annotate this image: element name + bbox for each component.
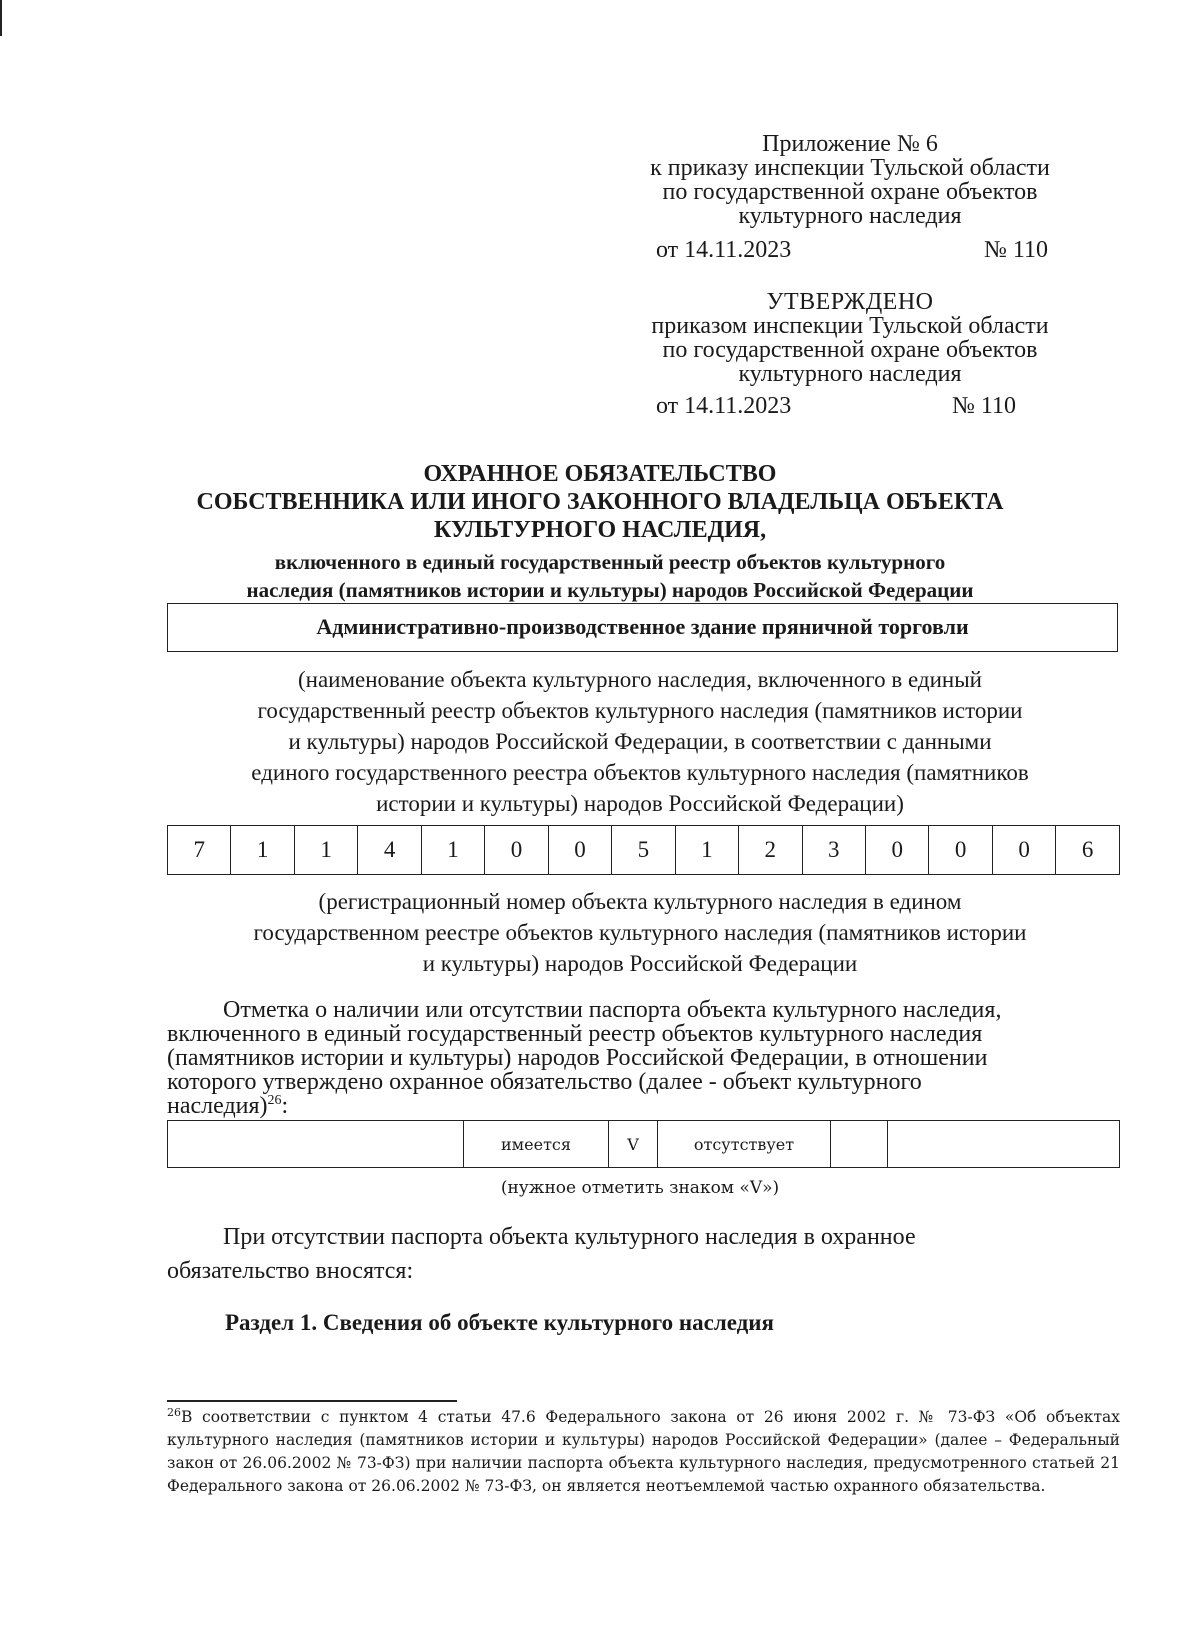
registration-caption — [160, 886, 1120, 979]
passport-mark-line-2: включенного в единый государственный реестр объектов культурного наследия — [167, 1021, 983, 1047]
title-line-3: КУЛЬТУРНОГО НАСЛЕДИЯ, — [433, 517, 767, 543]
absence-paragraph — [167, 1220, 1120, 1288]
reg-digit-cell: 0 — [485, 826, 548, 875]
scan-edge-line — [0, 0, 2, 36]
reg-caption-line-1: (регистрационный номер объекта культурного наследия в едином — [318, 889, 962, 914]
section-1-heading: Раздел 1. Сведения об объекте культурного наследия — [225, 1310, 774, 1335]
has-passport-checkbox[interactable]: V — [609, 1121, 658, 1168]
approved-line-3: культурного наследия — [738, 361, 962, 387]
registration-number-row — [168, 826, 1120, 875]
passport-mark-paragraph — [167, 998, 1120, 1118]
reg-digit-cell: 0 — [865, 826, 928, 875]
subtitle-line-1: включенного в единый государственный реестр объектов культурного — [274, 550, 946, 574]
passport-mark-colon: : — [281, 1093, 289, 1119]
approved-block — [600, 290, 1100, 386]
title-line-2: СОБСТВЕННИКА ИЛИ ИНОГО ЗАКОННОГО ВЛАДЕЛЬЦА ОБЪЕКТА — [196, 489, 1004, 515]
title-line-1: ОХРАННОЕ ОБЯЗАТЕЛЬСТВО — [423, 461, 777, 487]
absence-line-1: При отсутствии паспорта объекта культурного наследия в охранное — [223, 1224, 916, 1250]
appendix-line-4: культурного наследия — [738, 203, 962, 229]
passport-mark-empty-cell — [888, 1121, 1120, 1168]
reg-digit-cell: 5 — [612, 826, 675, 875]
reg-digit-cell: 6 — [1056, 826, 1120, 875]
reg-digit-cell: 1 — [675, 826, 738, 875]
document-subtitle — [150, 548, 1070, 604]
reg-digit-cell: 4 — [358, 826, 421, 875]
appendix-number: № 110 — [984, 237, 1049, 263]
reg-digit-cell: 7 — [168, 826, 231, 875]
absent-passport-label: отсутствует — [658, 1121, 831, 1168]
appendix-block — [600, 132, 1100, 228]
absent-passport-checkbox[interactable] — [831, 1121, 888, 1168]
approved-heading: УТВЕРЖДЕНО — [766, 289, 934, 315]
footnote-reference[interactable]: 26 — [267, 1093, 282, 1108]
footnote-separator — [167, 1400, 457, 1402]
passport-mark-empty-cell — [168, 1121, 464, 1168]
approved-line-1: приказом инспекции Тульской области — [651, 313, 1049, 339]
name-caption-line-4: единого государственного реестра объектов культурного наследия (памятников — [251, 760, 1029, 785]
approved-line-2: по государственной охране объектов — [662, 337, 1038, 363]
name-caption-line-5: истории и культуры) народов Российской Федерации) — [376, 791, 904, 816]
registration-number-table — [167, 825, 1120, 875]
subtitle-line-2: наследия (памятников истории и культуры) народов Российской Федерации — [246, 578, 974, 602]
passport-mark-line-5-text: наследия) — [167, 1093, 268, 1119]
passport-mark-note: (нужное отметить знаком «V») — [500, 1178, 780, 1198]
object-name-caption — [160, 664, 1120, 819]
approved-number: № 110 — [952, 393, 1017, 419]
appendix-line-3: по государственной охране объектов — [662, 179, 1038, 205]
appendix-date: от 14.11.2023 — [656, 237, 792, 263]
passport-mark-line-3: (памятников истории и культуры) народов Российской Федерации, в отношении — [167, 1045, 988, 1071]
appendix-line-1: Приложение № 6 — [762, 131, 938, 157]
reg-digit-cell: 2 — [739, 826, 802, 875]
passport-mark-table — [167, 1120, 1120, 1168]
absence-line-2: обязательство вносятся: — [167, 1258, 414, 1284]
object-name-box: Административно-производственное здание пряничной торговли — [167, 603, 1118, 652]
passport-mark-line-1: Отметка о наличии или отсутствии паспорта объекта культурного наследия, — [223, 997, 1002, 1023]
name-caption-line-3: и культуры) народов Российской Федерации, в соответствии с данными — [288, 729, 992, 754]
reg-digit-cell: 1 — [421, 826, 484, 875]
document-title — [140, 460, 1060, 544]
reg-digit-cell: 0 — [992, 826, 1055, 875]
passport-mark-line-4: которого утверждено охранное обязательство (далее - объект культурного — [167, 1069, 922, 1095]
footnote — [167, 1406, 1120, 1498]
name-caption-line-2: государственный реестр объектов культурного наследия (памятников истории — [257, 698, 1023, 723]
reg-caption-line-3: и культуры) народов Российской Федерации — [422, 951, 858, 976]
name-caption-line-1: (наименование объекта культурного наследия, включенного в единый — [297, 667, 982, 692]
reg-digit-cell: 1 — [294, 826, 357, 875]
approved-date: от 14.11.2023 — [656, 393, 792, 419]
reg-digit-cell: 1 — [231, 826, 294, 875]
reg-digit-cell: 3 — [802, 826, 865, 875]
appendix-line-2: к приказу инспекции Тульской области — [650, 155, 1050, 181]
passport-mark-line-5 — [167, 1094, 1120, 1118]
reg-digit-cell: 0 — [548, 826, 611, 875]
reg-caption-line-2: государственном реестре объектов культурного наследия (памятников истории — [253, 920, 1027, 945]
reg-digit-cell: 0 — [929, 826, 992, 875]
passport-mark-row — [168, 1121, 1120, 1168]
footnote-mark: 26 — [167, 1405, 181, 1419]
footnote-text: В соответствии с пунктом 4 статьи 47.6 Федерального закона от 26 июня 2002 г. № 73-ФЗ «Об объектах культурного наследия (памятников истории и культуры) народов Российской Федерации» (далее – Федеральный закон от 26.06.2002 № 73-ФЗ) при наличии паспорта объекта культурного наследия, предусмотренного статьей 21 Федерального закона от 26.06.2002 № 73-ФЗ, он является неотъемлемой частью охранного обязательства. — [167, 1408, 1120, 1495]
has-passport-label: имеется — [464, 1121, 609, 1168]
